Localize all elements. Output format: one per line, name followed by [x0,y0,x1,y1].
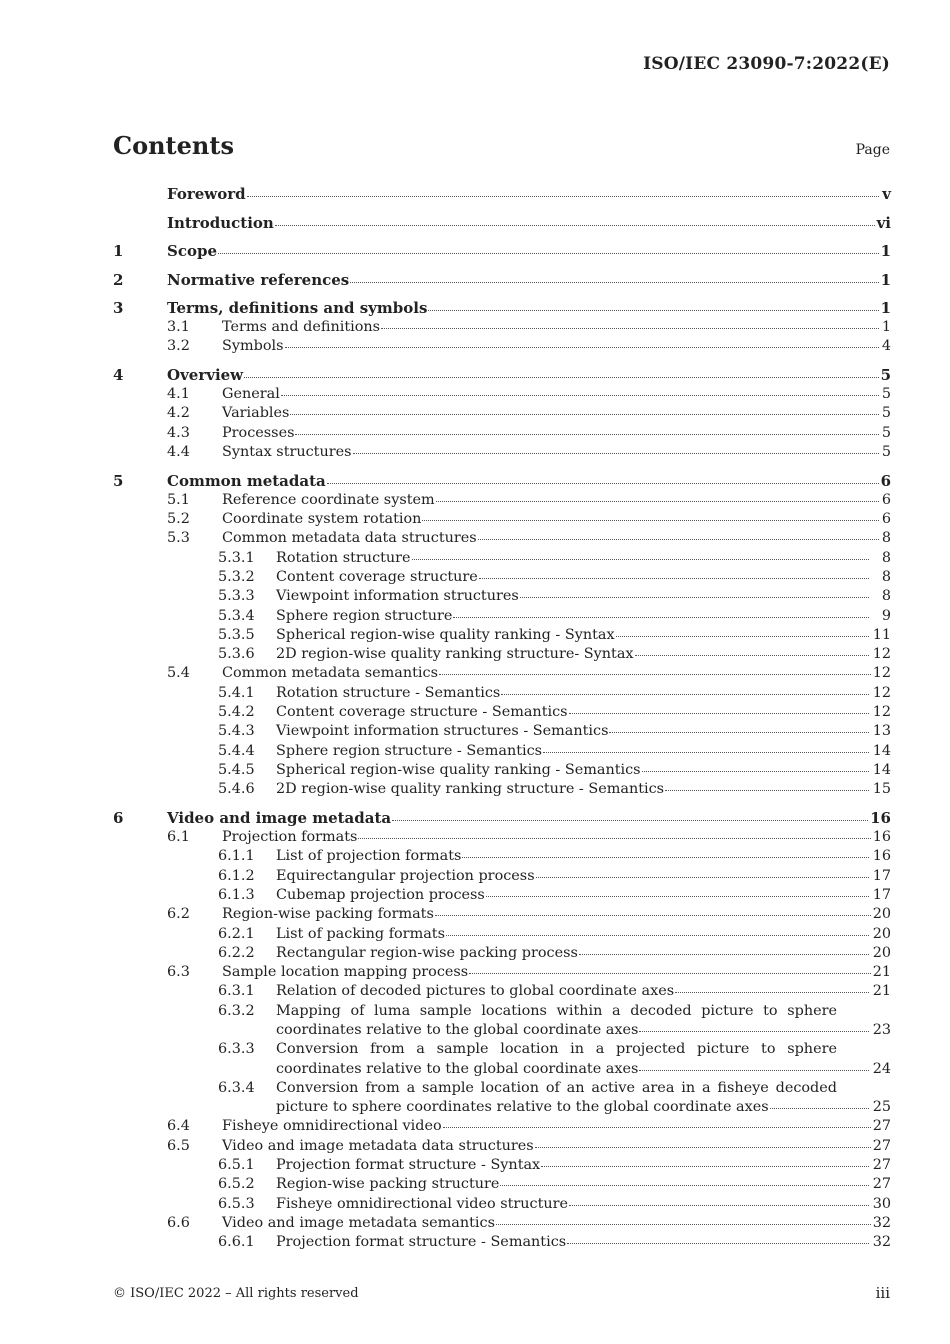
toc-entry-title: Video and image metadata semantics [222,1214,495,1231]
toc-entry-number: 5.3.5 [218,626,255,643]
toc-entry-number: 6.6 [167,1214,190,1231]
dot-leader [609,732,869,733]
toc-entry[interactable] [113,271,891,290]
toc-entry-title: Conversion from a sample location of an active area in a fisheye decoded [276,1079,837,1096]
toc-entry-number: 6.1.2 [218,867,255,884]
toc-entry-title: Content coverage structure - Semantics [276,704,568,721]
toc-entry-page: 8 [881,530,891,547]
toc-entry[interactable] [113,1214,891,1233]
toc-entry[interactable] [113,529,891,548]
toc-entry[interactable] [113,549,891,568]
toc-entry[interactable] [113,1195,891,1214]
toc-entry-title: Rectangular region-wise packing process [276,944,578,961]
toc-entry[interactable] [113,242,891,261]
toc-entry-page: 17 [872,867,891,884]
toc-entry-page: 8 [881,549,891,566]
toc-entry[interactable] [113,472,891,491]
toc-entry-page: 23 [872,1022,891,1038]
toc-entry[interactable] [113,404,891,423]
toc-entry-page: 20 [872,925,891,942]
dot-leader [462,857,869,858]
toc-entry-title: Video and image metadata data structures [222,1137,534,1154]
toc-entry-title: Spherical region-wise quality ranking - Semantics [276,761,641,778]
toc-entry-title: Terms, definitions and symbols [167,299,428,317]
toc-entry-page: 5 [881,443,891,460]
toc-entry-title: Reference coordinate system [222,491,435,508]
toc-entry-number: 5.3.3 [218,588,255,605]
toc-entry[interactable] [113,963,891,982]
dot-leader [428,310,878,311]
toc-entry-number: 5.4.5 [218,761,255,778]
toc-entry-title: Viewpoint information structures - Semantics [276,723,609,740]
toc-entry[interactable] [113,684,891,703]
toc-entry-page: 5 [881,386,891,403]
dot-leader [496,1224,871,1225]
dot-leader [281,395,879,396]
toc-entry[interactable] [113,385,891,404]
dot-leader [412,559,869,560]
toc-entry-title: Common metadata [167,471,326,490]
toc-entry-number: 5.1 [167,491,190,508]
toc-entry-page: 20 [872,944,891,961]
toc-entry-number: 6.2.1 [218,925,255,942]
toc-entry[interactable] [113,809,891,828]
toc-entry[interactable] [113,337,891,356]
toc-entry-number: 4.3 [167,424,190,441]
toc-entry-title: Introduction [167,213,274,232]
toc-entry[interactable] [113,742,891,761]
toc-entry-page: 12 [872,665,891,682]
toc-entry-page: 27 [872,1176,891,1193]
toc-entry[interactable] [113,318,891,337]
toc-entry[interactable] [113,780,891,799]
dot-leader [569,1205,869,1206]
toc-entry-number: 6.4 [167,1118,190,1135]
toc-entry-page: 27 [872,1118,891,1135]
toc-entry-number: 5.4.2 [218,704,255,721]
toc-entry-page: 30 [872,1195,891,1212]
toc-entry-page: 8 [881,588,891,605]
dot-leader [435,915,871,916]
toc-entry[interactable] [113,944,891,963]
copyright-notice: © ISO/IEC 2022 – All rights reserved [113,1286,359,1301]
dot-leader [541,1166,869,1167]
toc-entry-page: 5 [881,424,891,441]
toc-entry[interactable] [113,607,891,626]
toc-entry-number: 5.3.4 [218,607,255,624]
toc-entry-page: 1 [880,299,891,317]
dot-leader [536,877,869,878]
toc-entry-page: 8 [881,568,891,585]
contents-heading: Contents [113,131,234,160]
toc-entry-title-continued: coordinates relative to the global coordinate axes [276,1022,639,1038]
toc-entry-page: 5 [880,366,891,385]
toc-entry[interactable] [113,867,891,886]
toc-entry-page: 12 [872,704,891,721]
toc-entry-title: Common metadata data structures [222,530,477,547]
toc-entry[interactable] [113,1002,891,1021]
toc-entry-title: Foreword [167,185,246,203]
toc-entry-page: 17 [872,886,891,903]
dot-leader [675,992,869,993]
toc-entry-page: 12 [872,684,891,701]
toc-entry-number: 1 [113,242,124,260]
toc-entry[interactable] [113,905,891,924]
toc-entry[interactable] [113,1137,891,1156]
toc-entry-title: Projection formats [222,829,358,846]
toc-entry-number: 6.3 [167,964,190,981]
dot-leader [244,377,878,378]
toc-entry-title: 2D region-wise quality ranking structure- Syntax [276,646,634,663]
dot-leader [422,520,879,521]
toc-entry-continuation[interactable] [113,1060,891,1079]
toc-entry[interactable] [113,1040,891,1059]
toc-entry-title: Fisheye omnidirectional video [222,1118,442,1135]
toc-entry-number: 5.4.4 [218,742,255,759]
toc-entry-title: Relation of decoded pictures to global coordinate axes [276,983,675,1000]
toc-entry-title: Symbols [222,338,284,355]
toc-entry-page: 6 [881,511,891,528]
dot-leader [501,694,869,695]
toc-entry-page: 27 [872,1157,891,1174]
toc-entry-number: 5.2 [167,511,190,528]
toc-entry-number: 5 [113,471,124,490]
toc-entry-page: 6 [880,471,891,490]
dot-leader [569,713,869,714]
toc-entry-page: 13 [872,723,891,740]
toc-entry-continuation[interactable] [113,1098,891,1117]
toc-entry[interactable] [113,424,891,443]
toc-entry-number: 6 [113,809,124,828]
toc-entry-page: 16 [872,848,891,865]
toc-entry-page: 16 [872,829,891,846]
toc-entry-page: 4 [881,338,891,355]
dot-leader [436,501,879,502]
toc-entry[interactable] [113,1117,891,1136]
toc-entry-title: Mapping of luma sample locations within a decoded picture to sphere [276,1002,837,1019]
toc-entry[interactable] [113,510,891,529]
toc-entry-page: 12 [872,646,891,663]
toc-entry-title: Variables [222,405,290,422]
toc-entry-number: 5.4.6 [218,781,255,798]
toc-entry-number: 6.2 [167,906,190,923]
toc-entry-page: 1 [881,319,891,335]
dot-leader [665,790,869,791]
toc-entry-title: Region-wise packing structure [276,1176,500,1193]
toc-entry-number: 6.3.1 [218,983,255,1000]
toc-entry[interactable] [113,587,891,606]
toc-entry-title: Region-wise packing formats [222,906,434,923]
toc-entry-page: 20 [872,906,891,923]
dot-leader [639,1031,869,1032]
toc-entry[interactable] [113,982,891,1001]
page-number: iii [875,1284,890,1302]
dot-leader [500,1185,869,1186]
toc-entry-title-continued: picture to sphere coordinates relative to the global coordinate axes [276,1099,769,1116]
toc-entry-title: List of packing formats [276,925,445,942]
table-of-contents [113,185,891,1253]
toc-entry-number: 4.2 [167,405,190,422]
dot-leader [579,954,869,955]
toc-entry[interactable] [113,443,891,462]
toc-entry-title: Projection format structure - Syntax [276,1157,541,1174]
toc-entry[interactable] [113,925,891,944]
toc-entry-number: 4.1 [167,386,190,403]
toc-entry[interactable] [113,645,891,664]
toc-entry-page: 14 [872,761,891,778]
dot-leader [446,935,869,936]
toc-entry-page: v [882,185,891,203]
toc-entry-number: 6.3.4 [218,1079,255,1096]
toc-entry[interactable] [113,828,891,847]
dot-leader [350,282,878,283]
toc-entry-page: 25 [872,1099,891,1116]
toc-entry[interactable] [113,722,891,741]
dot-leader [635,655,869,656]
dot-leader [247,196,879,197]
toc-entry-title: Terms and definitions [222,319,381,335]
toc-entry-page: 5 [881,405,891,422]
dot-leader [453,617,869,618]
toc-entry-title: Scope [167,242,218,260]
toc-entry-number: 2 [113,270,124,289]
toc-entry[interactable] [113,886,891,905]
toc-entry-page: 21 [872,983,891,1000]
dot-leader [770,1108,869,1109]
toc-entry-title: Fisheye omnidirectional video structure [276,1195,569,1212]
dot-leader [275,225,875,226]
toc-entry-number: 6.1 [167,829,190,846]
toc-entry-number: 5.4.3 [218,723,255,740]
dot-leader [479,578,869,579]
toc-entry-page: 32 [872,1234,891,1251]
dot-leader [392,820,868,821]
toc-entry-page: 11 [872,626,891,643]
dot-leader [290,414,879,415]
toc-entry-title: Video and image metadata [167,809,392,828]
dot-leader [486,896,869,897]
toc-entry-number: 6.3.3 [218,1041,255,1058]
toc-entry[interactable] [113,664,891,683]
toc-entry-number: 6.1.1 [218,848,255,865]
toc-entry-title: Overview [167,366,244,385]
toc-entry-number: 6.5 [167,1137,190,1154]
dot-leader [358,838,870,839]
toc-entry-number: 6.5.2 [218,1176,255,1193]
toc-entry-page: 1 [880,242,891,260]
toc-entry[interactable] [113,568,891,587]
toc-entry-number: 6.5.1 [218,1157,255,1174]
toc-entry-title: Normative references [167,270,350,289]
toc-entry-number: 6.2.2 [218,944,255,961]
toc-entry-number: 5.3 [167,530,190,547]
toc-entry-title: Projection format structure - Semantics [276,1234,567,1251]
toc-entry-page: 24 [872,1060,891,1077]
dot-leader [478,539,879,540]
toc-entry[interactable] [113,1233,891,1252]
toc-entry[interactable] [113,1156,891,1175]
toc-entry-number: 4.4 [167,443,190,460]
dot-leader [381,328,879,329]
toc-entry-number: 3 [113,299,124,317]
toc-entry-title: Sphere region structure - Semantics [276,742,543,759]
dot-leader [439,674,871,675]
toc-entry-number: 3.2 [167,338,190,355]
toc-entry-number: 5.3.2 [218,568,255,585]
toc-entry-title: Cubemap projection process [276,886,485,903]
dot-leader [535,1147,871,1148]
toc-entry-title: Sample location mapping process [222,964,469,981]
dot-leader [642,771,869,772]
toc-entry-page: 15 [872,781,891,798]
toc-entry-number: 3.1 [167,319,190,335]
toc-entry-number: 5.3.1 [218,549,255,566]
toc-entry-title: Conversion from a sample location in a projected picture to sphere [276,1041,837,1058]
dot-leader [543,752,869,753]
toc-entry[interactable] [113,703,891,722]
toc-entry-page: vi [876,213,891,232]
toc-entry-page: 21 [872,964,891,981]
toc-entry-title: Rotation structure [276,549,411,566]
toc-entry-title: List of projection formats [276,848,462,865]
toc-entry-title: Equirectangular projection process [276,867,535,884]
dot-leader [469,973,870,974]
dot-leader [616,636,869,637]
dot-leader [295,434,879,435]
toc-entry-page: 9 [881,607,891,624]
toc-entry-number: 6.5.3 [218,1195,255,1212]
toc-entry-page: 32 [872,1214,891,1231]
toc-entry-number: 4 [113,366,124,385]
toc-entry-number: 5.4 [167,665,190,682]
toc-entry-continuation[interactable] [113,1021,891,1040]
toc-entry[interactable] [113,1079,891,1098]
toc-entry-number: 6.1.3 [218,886,255,903]
toc-entry-title-continued: coordinates relative to the global coordinate axes [276,1060,639,1077]
dot-leader [218,253,879,254]
toc-entry-number: 5.4.1 [218,684,255,701]
toc-entry-number: 6.6.1 [218,1234,255,1251]
toc-entry-page: 27 [872,1137,891,1154]
toc-entry-title: Syntax structures [222,443,352,460]
toc-entry-title: Viewpoint information structures [276,588,519,605]
toc-entry-title: General [222,386,280,403]
toc-entry[interactable] [113,761,891,780]
toc-entry-title: Coordinate system rotation [222,511,422,528]
dot-leader [443,1127,871,1128]
toc-entry-title: Processes [222,424,295,441]
toc-entry[interactable] [113,491,891,510]
toc-entry-title: Content coverage structure [276,568,478,585]
toc-entry-title: Rotation structure - Semantics [276,684,501,701]
dot-leader [567,1243,869,1244]
toc-entry-title: Sphere region structure [276,607,453,624]
dot-leader [520,597,869,598]
document-identifier: ISO/IEC 23090-7:2022(E) [643,54,890,74]
toc-entry-page: 14 [872,742,891,759]
toc-entry[interactable] [113,366,891,385]
toc-entry-title: Spherical region-wise quality ranking - Syntax [276,626,615,643]
dot-leader [285,347,880,348]
toc-entry-page: 1 [880,270,891,289]
dot-leader [639,1070,869,1071]
toc-entry[interactable] [113,1175,891,1194]
page-column-label: Page [855,142,890,158]
toc-entry[interactable] [113,214,891,233]
toc-entry[interactable] [113,626,891,645]
toc-entry-page: 16 [870,809,891,828]
toc-entry-page: 6 [881,491,891,508]
toc-entry[interactable] [113,299,891,318]
toc-entry-title: Common metadata semantics [222,665,438,682]
toc-entry[interactable] [113,847,891,866]
toc-entry-number: 6.3.2 [218,1002,255,1019]
dot-leader [327,483,879,484]
toc-entry-title: 2D region-wise quality ranking structure - Semantics [276,781,665,798]
toc-entry-number: 5.3.6 [218,646,255,663]
toc-entry[interactable] [113,185,891,204]
dot-leader [353,453,879,454]
